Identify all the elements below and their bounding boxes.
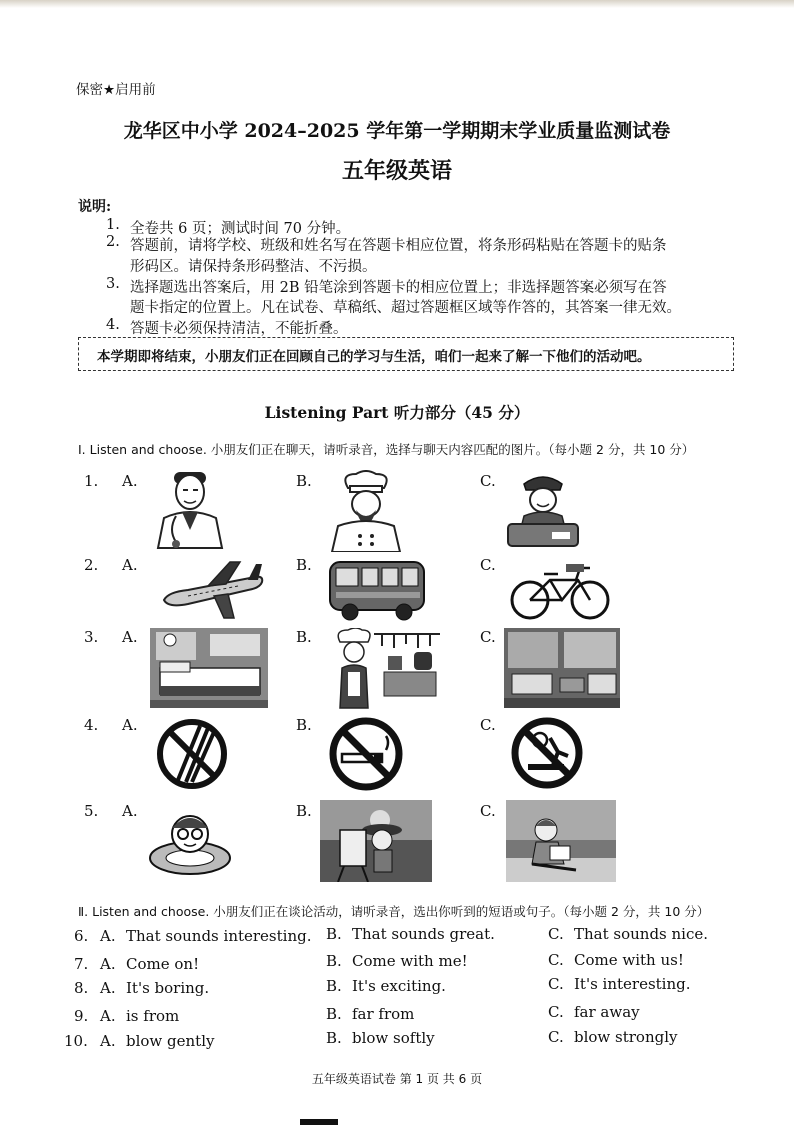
no-chopsticks-icon: [156, 718, 228, 790]
q9-a-text: is from: [126, 1007, 180, 1025]
note-3-num: 3.: [106, 276, 120, 292]
page-footer: 五年级英语试卷 第 1 页 共 6 页: [311, 1072, 483, 1086]
q6-b-letter: B.: [326, 925, 342, 943]
q6-c-letter: C.: [548, 925, 564, 943]
q9-a-letter: A.: [100, 1007, 116, 1025]
q1-option-a: A.: [122, 472, 138, 490]
q8-b-letter: B.: [326, 977, 342, 995]
exam-title: 龙华区中小学 2024–2025 学年第一学期期末学业质量监测试卷: [123, 120, 671, 142]
q6-b-text: That sounds great.: [352, 925, 495, 943]
doctor-icon: [150, 468, 230, 550]
painting-boy-icon: [320, 800, 432, 882]
q1-number: 1.: [84, 472, 99, 490]
note-1-num: 1.: [106, 217, 120, 233]
q3-option-b: B.: [296, 628, 312, 646]
q6-c-text: That sounds nice.: [574, 925, 709, 943]
q5-option-a: A.: [122, 802, 138, 820]
note-4-num: 4.: [106, 317, 120, 333]
q6-a-letter: A.: [100, 927, 116, 945]
note-3-line-1: 选择题选出答案后，用 2B 铅笔涂到答题卡的相应位置上；非选择题答案必须写在答: [130, 280, 667, 296]
page-top-edge: [0, 0, 794, 8]
swimming-boy-icon: [148, 804, 232, 878]
q8-b-text: It's exciting.: [352, 977, 446, 995]
living-room-icon: [504, 628, 620, 708]
no-smoking-icon: [328, 716, 404, 792]
intro-box: [78, 337, 734, 371]
q3-number: 3.: [84, 628, 99, 646]
q1-option-b: B.: [296, 472, 312, 490]
q10-c-text: blow strongly: [574, 1028, 678, 1046]
q9-c-letter: C.: [548, 1003, 564, 1021]
q10-a-letter: A.: [100, 1032, 116, 1050]
note-2-line-1: 答题前，请将学校、班级和姓名写在答题卡相应位置，将条形码粘贴在答题卡的贴条: [130, 238, 667, 254]
note-3-line-2: 题卡指定的位置上。凡在试卷、草稿纸、超过答题框区域等作答的，其答案一律无效。: [130, 300, 681, 316]
q7-b-letter: B.: [326, 952, 342, 970]
listening-heading: Listening Part 听力部分（45 分）: [264, 403, 530, 422]
part2-instruction: Ⅱ. Listen and choose. 小朋友们正在谈论活动，请听录音，选出你听到的短语或句子。（每小题 2 分，共 10 分）: [78, 904, 710, 919]
q4-number: 4.: [84, 716, 99, 734]
q6-number: 6.: [74, 927, 89, 945]
q9-number: 9.: [74, 1007, 89, 1025]
chef-icon: [326, 470, 406, 552]
q4-option-c: C.: [480, 716, 496, 734]
q7-a-text: Come on!: [126, 955, 200, 973]
taxi-driver-icon: [506, 468, 580, 548]
q5-option-b: B.: [296, 802, 312, 820]
reading-boy-icon: [506, 800, 616, 882]
bus-icon: [326, 556, 428, 622]
q7-c-letter: C.: [548, 951, 564, 969]
q10-a-text: blow gently: [126, 1032, 215, 1050]
note-2-line-2: 形码区。请保持条形码整洁、不污损。: [130, 259, 377, 275]
q8-c-text: It's interesting.: [574, 975, 691, 993]
q8-number: 8.: [74, 979, 89, 997]
q8-c-letter: C.: [548, 975, 564, 993]
kitchen-icon: [326, 628, 442, 710]
q10-number: 10.: [64, 1032, 88, 1050]
note-1-line-1: 全卷共 6 页；测试时间 70 分钟。: [130, 221, 351, 237]
q8-a-letter: A.: [100, 979, 116, 997]
q2-option-c: C.: [480, 556, 496, 574]
q10-c-letter: C.: [548, 1028, 564, 1046]
q9-b-text: far from: [352, 1005, 415, 1023]
q2-option-a: A.: [122, 556, 138, 574]
bicycle-icon: [508, 562, 612, 622]
q7-a-letter: A.: [100, 955, 116, 973]
notes-heading: 说明:: [78, 199, 112, 215]
footer-bar: [300, 1119, 338, 1125]
q2-number: 2.: [84, 556, 99, 574]
q3-option-c: C.: [480, 628, 496, 646]
airplane-icon: [158, 556, 268, 622]
q10-b-text: blow softly: [352, 1029, 435, 1047]
note-4-line-1: 答题卡必须保持清洁，不能折叠。: [130, 321, 348, 337]
q8-a-text: It's boring.: [126, 979, 210, 997]
q1-option-c: C.: [480, 472, 496, 490]
q6-a-text: That sounds interesting.: [126, 927, 312, 945]
q4-option-a: A.: [122, 716, 138, 734]
q7-b-text: Come with me!: [352, 952, 468, 970]
part1-instruction: Ⅰ. Listen and choose. 小朋友们正在聊天，请听录音，选择与聊天内容匹配的图片。（每小题 2 分，共 10 分）: [78, 442, 695, 457]
q3-option-a: A.: [122, 628, 138, 646]
q9-b-letter: B.: [326, 1005, 342, 1023]
q5-option-c: C.: [480, 802, 496, 820]
q5-number: 5.: [84, 802, 99, 820]
secret-label: 保密★启用前: [76, 82, 156, 98]
q2-option-b: B.: [296, 556, 312, 574]
q9-c-text: far away: [574, 1003, 640, 1021]
bedroom-icon: [150, 628, 268, 708]
no-basketball-icon: [510, 716, 584, 790]
q4-option-b: B.: [296, 716, 312, 734]
q7-c-text: Come with us!: [574, 951, 684, 969]
q7-number: 7.: [74, 955, 89, 973]
q10-b-letter: B.: [326, 1029, 342, 1047]
note-2-num: 2.: [106, 234, 120, 250]
intro-text: 本学期即将结束，小朋友们正在回顾自己的学习与生活，咱们一起来了解一下他们的活动吧。: [97, 349, 651, 365]
exam-subtitle: 五年级英语: [341, 158, 452, 184]
